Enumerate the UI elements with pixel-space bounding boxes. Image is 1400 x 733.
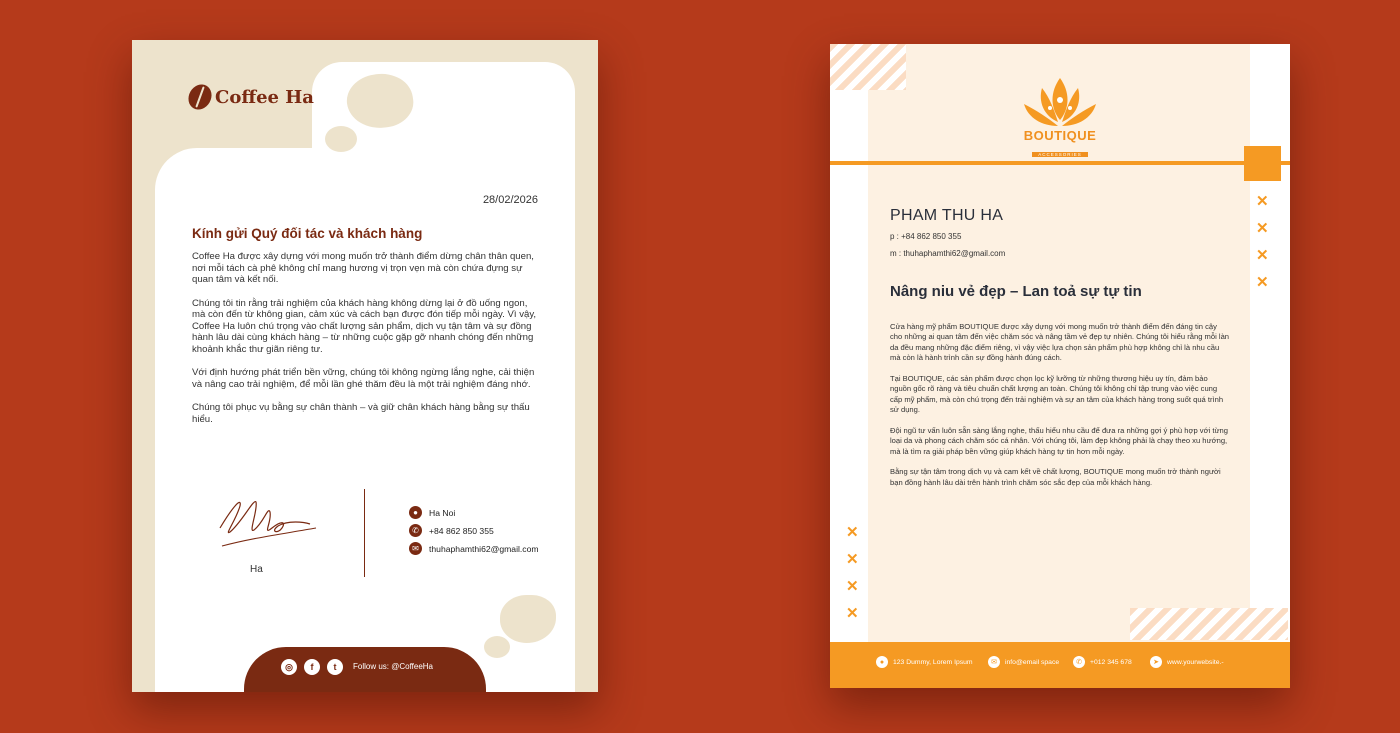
letter-body: [890, 322, 1230, 498]
cross-icon: ✕: [1256, 220, 1269, 237]
location-pin-icon: ●: [409, 506, 422, 519]
sender-email: m : thuhaphamthi62@gmail.com: [890, 249, 1006, 258]
cross-icon: ✕: [846, 524, 859, 541]
follow-us-text: Follow us: @CoffeeHa: [353, 662, 434, 671]
paragraph: Coffee Ha được xây dựng với mong muốn trở thành điểm dừng chân thân quen, nơi mỗi tách cà phê không chỉ mang hương vị trọn vẹn mà còn chứa đựng sự quan tâm và kết nối.: [192, 251, 534, 285]
cross-icon: ✕: [846, 578, 859, 595]
phone-icon: ✆: [1073, 656, 1085, 668]
mail-icon: ✉: [988, 656, 1000, 668]
contact-location-text: Ha Noi: [429, 507, 456, 518]
decorative-square: [1244, 146, 1281, 181]
cross-icon: ✕: [1256, 247, 1269, 264]
paragraph: Chúng tôi phục vụ bằng sự chân thành – và giữ chân khách hàng bằng sự thấu hiểu.: [192, 402, 530, 425]
boutique-letterhead: [830, 44, 1290, 688]
contact-phone: [409, 524, 494, 537]
brand-logo: [189, 84, 314, 110]
letter-footer: [830, 642, 1290, 688]
paragraph: Với định hướng phát triển bền vững, chúng tôi không ngừng lắng nghe, cải thiện và nâng cao trải nghiệm, để mỗi lần ghé thăm đều là một trải nghiệm đáng nhớ.: [192, 367, 535, 390]
instagram-icon[interactable]: ◎: [281, 659, 297, 675]
facebook-icon[interactable]: f: [304, 659, 320, 675]
letter-date: 28/02/2026: [482, 194, 538, 206]
decorative-stripes: [830, 44, 906, 90]
footer-address-text: 123 Dummy, Lorem Ipsum: [893, 658, 973, 666]
location-pin-icon: ●: [876, 656, 888, 668]
mail-icon: ✉: [409, 542, 422, 555]
vertical-divider: [364, 489, 365, 577]
letter-greeting: Kính gửi Quý đối tác và khách hàng: [192, 226, 423, 241]
footer-phone-text: +012 345 678: [1090, 658, 1132, 666]
signature: [212, 488, 322, 558]
contact-location: [409, 506, 455, 519]
contact-email-text: thuhaphamthi62@gmail.com: [429, 543, 539, 554]
footer-email-text: info@email space: [1005, 658, 1060, 666]
paragraph: Bằng sự tận tâm trong dịch vụ và cam kết về chất lượng, BOUTIQUE mong muốn trở thành người bạn đồng hành lâu dài trên hành trình chăm sóc sắc đẹp của mỗi khách hàng.: [890, 467, 1221, 487]
footer-website-text: www.yourwebsite.-: [1167, 658, 1224, 666]
footer-address: [876, 656, 973, 668]
signature-name: Ha: [250, 564, 263, 575]
footer-email: [988, 656, 1059, 668]
coffee-bean-icon: [184, 80, 216, 114]
footer-phone: [1073, 656, 1132, 668]
paragraph: Tại BOUTIQUE, các sản phẩm được chọn lọc kỹ lưỡng từ những thương hiệu uy tín, đảm bảo nguồn gốc rõ ràng và tiêu chuẩn chất lượng an toàn. Chúng tôi không chỉ tập trung vào việc cung cấp mỹ phẩm, mà còn chú trọng đến trải nghiệm và sự an tâm của khách hàng trong suốt quá trình sử dụng.: [890, 373, 1224, 415]
logo-subtext: ACCESSORIES: [1032, 152, 1088, 157]
cross-icon: ✕: [1256, 193, 1269, 210]
lotus-logo-icon: [1020, 74, 1100, 136]
cross-icon: ✕: [846, 551, 859, 568]
cross-icon: ✕: [846, 605, 859, 622]
header-rule: [830, 161, 1290, 165]
phone-icon: ✆: [409, 524, 422, 537]
contact-email: [409, 542, 539, 555]
brand-name: Coffee Ha: [215, 86, 314, 108]
letter-body: [192, 251, 538, 437]
logo-text: BOUTIQUE: [1023, 128, 1097, 143]
sender-phone: p : +84 862 850 355: [890, 232, 962, 241]
paragraph: Chúng tôi tin rằng trải nghiệm của khách hàng không dừng lại ở đồ uống ngon, mà còn đến từ không gian, cảm xúc và cách bạn được đón tiếp mỗi ngày. Vì vậy, Coffee Ha luôn chú trọng vào chất lượng sản phẩm, dịch vụ tận tâm và sự đồng hành lâu dài cùng khách hàng – từ những cuộc gặp gỡ nhanh chóng đến những khoảnh khắc thư giãn riêng tư.: [192, 297, 537, 355]
paragraph: Cửa hàng mỹ phẩm BOUTIQUE được xây dựng với mong muốn trở thành điểm đến đáng tin cậy cho những ai quan tâm đến việc chăm sóc và nâng tầm vẻ đẹp tự nhiên. Chúng tôi hiểu rằng mỗi làn da đều mang những đặc điểm riêng, vì vậy việc lựa chọn sản phẩm phù hợp không chỉ là nhu cầu mà còn là hành trình cần sự đồng hành đúng cách.: [890, 322, 1230, 363]
cross-icon: ✕: [1256, 274, 1269, 291]
footer-website: [1150, 656, 1224, 668]
paragraph: Đội ngũ tư vấn luôn sẵn sàng lắng nghe, thấu hiểu nhu cầu để đưa ra những gợi ý phù hợp với từng loại da và phong cách chăm sóc cá nhân. Với chúng tôi, làm đẹp không phải là chạy theo xu hướng, mà là tìm ra giải pháp bền vững giúp khách hàng tự tin hơn mỗi ngày.: [890, 425, 1228, 456]
boutique-logo: [1010, 128, 1110, 161]
letter-footer: [244, 647, 486, 692]
cursor-icon: ➤: [1150, 656, 1162, 668]
coffee-ha-letterhead: [132, 40, 598, 692]
decorative-blob: [325, 126, 357, 152]
contact-phone-text: +84 862 850 355: [429, 525, 494, 536]
decorative-blob: [484, 636, 510, 658]
letter-headline: Nâng niu vẻ đẹp – Lan toả sự tự tin: [890, 283, 1142, 300]
sender-name: PHAM THU HA: [890, 207, 1004, 224]
decorative-stripes: [1130, 608, 1288, 640]
twitter-icon[interactable]: t: [327, 659, 343, 675]
